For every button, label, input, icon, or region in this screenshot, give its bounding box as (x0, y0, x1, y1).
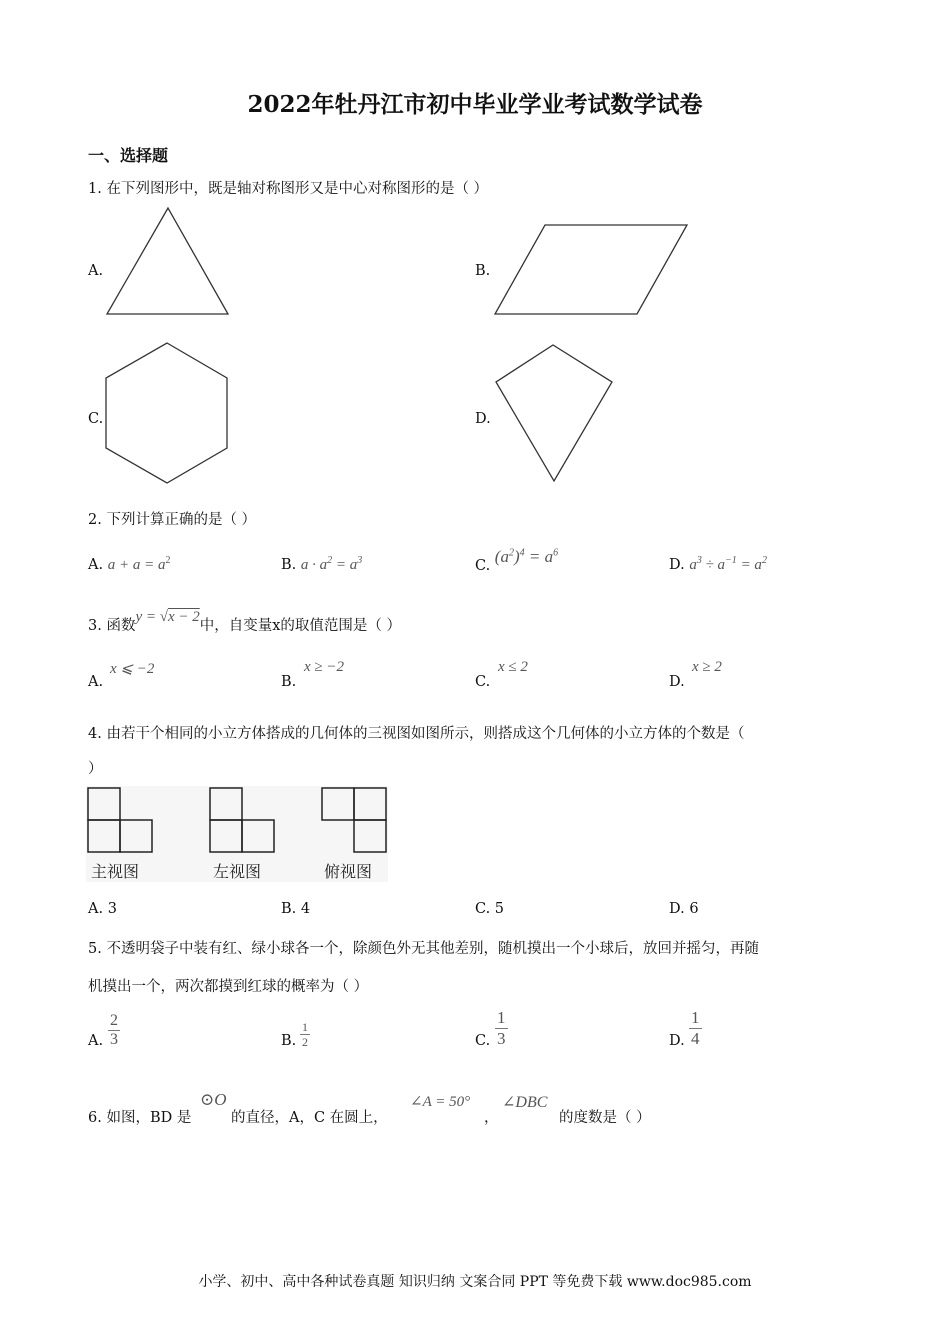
exam-title: 2022年牡丹江市初中毕业学业考试数学试卷 (247, 91, 703, 118)
q5-option-d-label: D. (669, 1033, 685, 1049)
q1-option-a-label: A. (88, 263, 104, 279)
left-view-label: 左视图 (213, 862, 262, 881)
q3-function: y = √x − 2 (135, 609, 200, 625)
q1-option-c-label: C. (88, 411, 104, 427)
q3-answer-b: x ≥ −2 (304, 659, 345, 675)
q3-option-c-label: C. (475, 674, 491, 690)
q3-answer-d: x ≥ 2 (692, 659, 722, 675)
q2-expr-c: $(a^2)^4 = a^6$ (494, 547, 559, 566)
q3-option-d-label: D. (669, 674, 685, 690)
q1-shapes (0, 0, 950, 500)
triangle-shape (107, 208, 228, 314)
q2-stem: 2. 下列计算正确的是（ ） (88, 512, 257, 528)
q5-fraction-d: $\frac{1}{4}$ (691, 1008, 700, 1048)
q6-angle-dbc: ∠DBC (502, 1094, 548, 1111)
parallelogram-shape (495, 225, 687, 314)
q3-answer-c: x ≤ 2 (498, 659, 528, 675)
q6-stem-end: 的度数是（ ） (559, 1110, 651, 1126)
q2-option-d: D. $a^3 \div a^{-1} = a^2$ (669, 555, 767, 573)
q5-fraction-a: $\frac{2}{3}$ (110, 1012, 118, 1048)
q3-option-a-label: A. (88, 674, 104, 690)
q4-stem-close: ） (88, 761, 103, 777)
q5-option-a-label: A. (88, 1033, 104, 1049)
q4-option-a: A. 3 (88, 901, 117, 917)
q6-stem-mid: 的直径，A，C 在圆上， (231, 1110, 388, 1126)
q6-circle-o: ⊙O (200, 1090, 227, 1109)
page-footer: 小学、初中、高中各种试卷真题 知识归纳 文案合同 PPT 等免费下载 www.doc985.com (198, 1274, 752, 1290)
q6-comma: ， (484, 1110, 499, 1126)
q5-fraction-c: $\frac{1}{3}$ (497, 1008, 506, 1048)
top-view-label: 俯视图 (324, 862, 373, 881)
q5-stem-line2: 机摸出一个，两次都摸到红球的概率为（ ） (88, 979, 369, 995)
q2-expr-b: $a \cdot a^2 = a^3$ (300, 555, 363, 573)
q3-option-b-label: B. (281, 674, 297, 690)
q2-option-b: B. $a \cdot a^2 = a^3$ (281, 555, 363, 573)
q1-stem: 1. 在下列图形中，既是轴对称图形又是中心对称图形的是（ ） (88, 181, 489, 197)
q6-stem-start: 6. 如图，BD 是 (88, 1110, 192, 1126)
q4-option-b: B. 4 (281, 901, 311, 917)
section-heading: 一、选择题 (88, 146, 169, 165)
q4-option-d: D. 6 (669, 901, 699, 917)
kite-shape (496, 345, 612, 481)
q6-angle-a: ∠A = 50° (410, 1094, 471, 1110)
q5-option-b-label: B. (281, 1033, 297, 1049)
q2-option-c: C. $(a^2)^4 = a^6$ (475, 547, 559, 574)
q5-option-c-label: C. (475, 1033, 491, 1049)
q2-expr-a: a + a = a (107, 556, 166, 573)
q4-option-c: C. 5 (475, 901, 505, 917)
hexagon-shape (106, 343, 227, 483)
q3-stem: 3. 函数y = √x − 2中，自变量x的取值范围是（ ） (88, 609, 402, 634)
q3-answer-a: x ⩽ −2 (110, 661, 155, 677)
q1-option-d-label: D. (475, 411, 491, 427)
q5-stem: 5. 不透明袋子中装有红、绿小球各一个，除颜色外无其他差别，随机摸出一个小球后，放回并摇匀，再随 (88, 941, 759, 957)
q1-option-b-label: B. (475, 263, 491, 279)
q4-stem: 4. 由若干个相同的小立方体搭成的几何体的三视图如图所示，则搭成这个几何体的小立方体的个数是（ (88, 726, 745, 742)
q5-fraction-b: $\frac{1}{2}$ (302, 1020, 308, 1049)
q2-option-a: A. $a + a = a^2$ (88, 555, 171, 573)
front-view-label: 主视图 (91, 862, 140, 881)
q2-expr-d: $a^3 \div a^{-1} = a^2$ (689, 555, 767, 573)
